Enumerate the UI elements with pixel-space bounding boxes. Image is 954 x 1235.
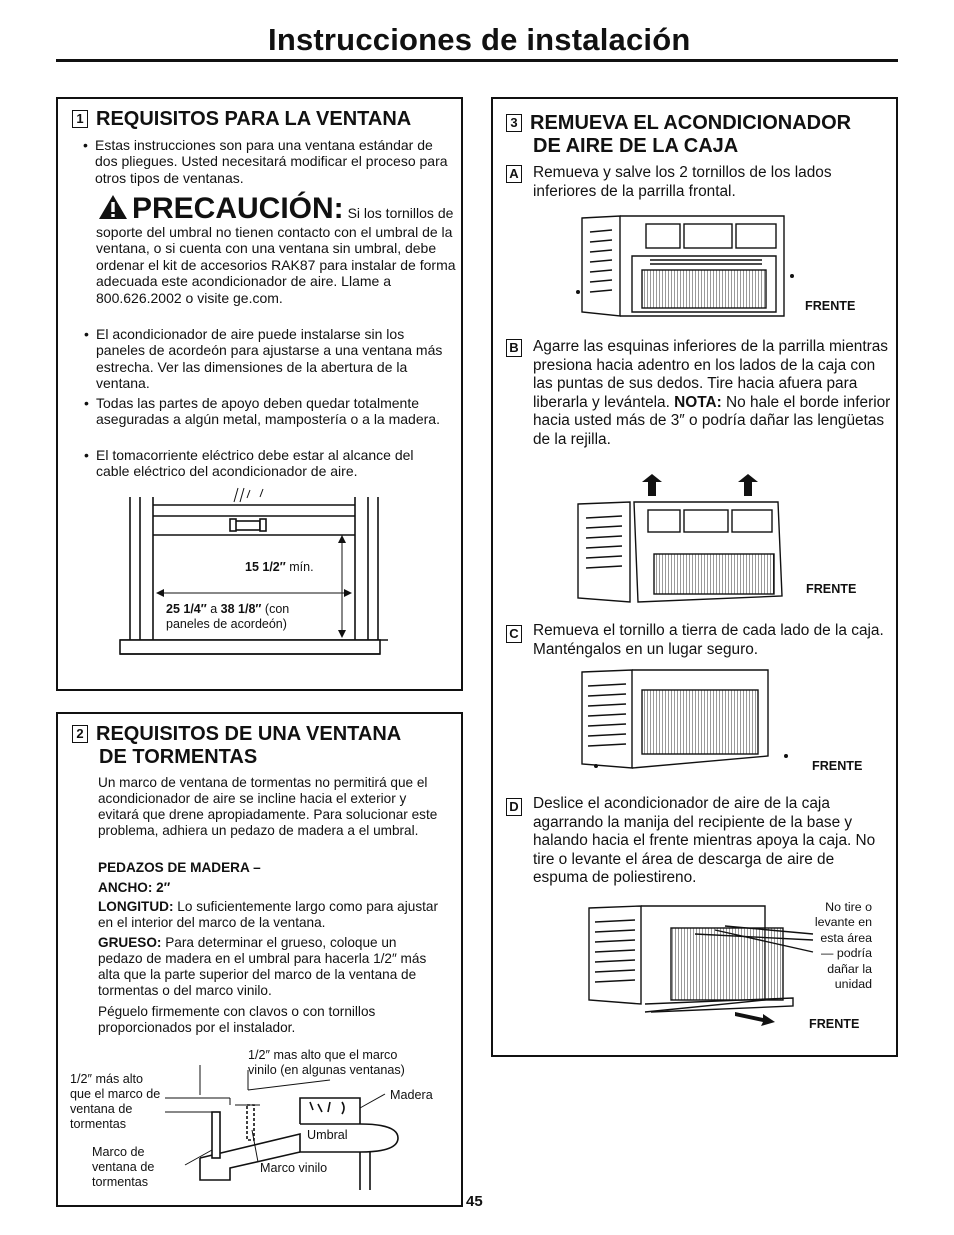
section1-bullet-4: • El tomacorriente eléctrico debe estar al alcance del cable eléctrico del acondicionador de aire. <box>84 447 414 480</box>
ac-grille-lift-figure <box>572 472 802 612</box>
label-storm-frame: Marco de ventana de tormentas <box>92 1145 155 1189</box>
frente-label-d: FRENTE <box>809 1017 860 1031</box>
step-b-text: Agarre las esquinas inferiores de la parrilla mientras presiona hacia adentro en los lados de la caja con las puntas de sus dedos. Tire hacia afuera para liberarla y levántela. NOTA: No hale el borde inferior hacia usted más de 3″ o podría dañar las lengüetas de la rejilla. <box>533 338 891 448</box>
step-d-marker: D <box>506 798 522 816</box>
section2-intro: Un marco de ventana de tormentas no permitirá que el acondicionador de aire se incline hacia el exterior y evitará que drene apropiadamente. Para solucionar este problema, adhiera un pedazo de madera a el umbral. <box>98 775 438 838</box>
wood-width: ANCHO: 2″ <box>98 880 171 895</box>
wood-thickness: GRUESO: Para determinar el grueso, coloque un pedazo de madera en el umbral para hacerla 1/2″ más alta que la parte superior del marco de la ventana de tormentas o del marco vinilo. <box>98 935 427 998</box>
section1-bullet-2: • El acondicionador de aire puede instalarse sin los paneles de acordeón para ajustarse a una ventana más estrecha. Ver las dimensiones de la abertura de la ventana. <box>84 326 443 392</box>
section3-heading: 3 REMUEVA EL ACONDICIONADOR DE AIRE DE LA CAJA <box>506 112 851 158</box>
caution-paragraph <box>96 194 456 306</box>
section3-number: 3 <box>506 114 522 132</box>
caution-word: PRECAUCIÓN: <box>132 192 344 225</box>
height-dimension-label: 15 1/2″ mín. <box>245 560 314 574</box>
section1-bullet-3: • Todas las partes de apoyo deben quedar totalmente aseguradas a algún metal, mampostería o a la madera. <box>84 395 440 428</box>
label-wood: Madera <box>390 1088 433 1102</box>
do-not-pull-note: No tire o levante en esta área— podría dañar la unidad <box>814 900 872 992</box>
section2-heading: 2 REQUISITOS DE UNA VENTANA DE TORMENTAS <box>72 723 401 769</box>
ac-grille-figure <box>572 212 802 328</box>
frente-label-b: FRENTE <box>806 582 857 596</box>
step-a-marker: A <box>506 165 522 183</box>
step-c-text: Remueva el tornillo a tierra de cada lado de la caja. Manténgalos en un lugar seguro. <box>533 622 884 658</box>
width-dimension-label: 25 1/4″ a 38 1/8″ (con paneles de acordeón) <box>166 602 290 631</box>
fasten-note: Péguelo firmemente con clavos o con tornillos proporcionados por el instalador. <box>98 1004 376 1035</box>
step-b-marker: B <box>506 339 522 357</box>
label-sill: Umbral <box>307 1128 348 1142</box>
step-a-text: Remueva y salve los 2 tornillos de los lados inferiores de la parrilla frontal. <box>533 164 832 200</box>
section2-number: 2 <box>72 725 88 743</box>
frente-label-c: FRENTE <box>812 759 863 773</box>
ac-slide-out-figure <box>585 900 815 1030</box>
frente-label-a: FRENTE <box>805 299 856 313</box>
label-storm-height: 1/2″ más alto que el marco de ventana de tormentas <box>70 1072 161 1131</box>
label-vinyl-frame: Marco vinilo <box>260 1161 328 1175</box>
section1-number: 1 <box>72 110 88 128</box>
section1-bullet-1: • Estas instrucciones son para una ventana estándar de dos pliegues. Usted necesitará modificar el proceso para otros tipos de ventanas. <box>83 137 448 186</box>
window-opening-figure <box>110 485 400 685</box>
wood-title: PEDAZOS DE MADERA – <box>98 860 261 875</box>
caution-text: Si los tornillos de soporte del umbral no tienen contacto con el umbral de la ventana, o si cuenta con una ventana sin umbral, debe ordenar el kit de accesorios RAK87 para instalar de forma adecuada este acondicionador de aire. Llame a 800.626.2002 o visite ge.com. <box>96 205 456 306</box>
ac-ground-screw-figure <box>578 664 798 776</box>
label-vinyl-height: 1/2″ mas alto que el marco vinilo (en algunas ventanas) <box>248 1048 405 1077</box>
page-number: 45 <box>466 1193 483 1210</box>
step-c-marker: C <box>506 625 522 643</box>
wood-length: LONGITUD: Lo suficientemente largo como para ajustar en el interior del marco de la ventana. <box>98 899 438 930</box>
page-title: Instrucciones de instalación <box>268 22 691 57</box>
section1-heading: 1 REQUISITOS PARA LA VENTANA <box>72 108 411 131</box>
title-rule <box>56 59 898 62</box>
step-d-text: Deslice el acondicionador de aire de la caja agarrando la manija del recipiente de la base y halando hacia el frente mientras apoya la caja. No tire o levante el área de descarga de aire de espuma de poliestireno. <box>533 795 876 886</box>
